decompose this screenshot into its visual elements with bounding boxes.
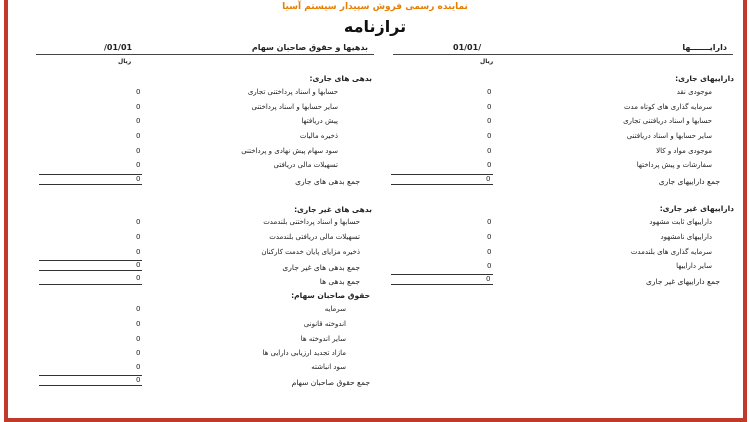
- equity-total-box: [39, 375, 142, 386]
- liability-row-value: 0: [136, 103, 141, 111]
- current-liabilities-total-label: جمع بدهی های جاری: [295, 177, 360, 186]
- asset-row-label: موجودی مواد و کالا: [656, 147, 712, 155]
- asset-row-label: سایر حسابها و اسناد دریافتنی: [626, 132, 712, 140]
- liabilities-unit: ریال: [118, 58, 132, 65]
- current-liabilities-heading: بدهی های جاری:: [309, 74, 372, 83]
- equity-heading: حقوق صاحبان سهام:: [291, 291, 370, 300]
- liability-row-value: 0: [136, 218, 141, 226]
- assets-header-title: دارایـــــــها: [682, 43, 727, 52]
- liability-row-value: 0: [136, 161, 141, 169]
- asset-row-label: حسابها و اسناد دریافتنی تجاری: [623, 117, 712, 125]
- noncurrent-liabilities-total-value: 0: [136, 261, 141, 269]
- assets-unit: ریال: [480, 58, 494, 65]
- total-liabilities-label: جمع بدهی ها: [319, 277, 360, 286]
- equity-row-label: اندوخته قانونی: [303, 320, 346, 328]
- asset-row-value: 0: [487, 161, 492, 169]
- current-assets-total-label: جمع داراییهای جاری: [658, 177, 720, 186]
- liability-row-value: 0: [136, 147, 141, 155]
- equity-row-label: سایر اندوخته ها: [300, 335, 346, 343]
- liability-row-label: تسهیلات مالی دریافتی: [273, 161, 338, 169]
- current-assets-total-value: 0: [486, 175, 491, 183]
- report-frame-right: [743, 0, 747, 422]
- noncurrent-assets-total-box: [391, 274, 493, 285]
- noncurrent-assets-heading: داراییهای غیر جاری:: [659, 204, 734, 213]
- asset-row-label: سفارشات و پیش پرداختها: [636, 161, 712, 169]
- report-frame-left: [4, 0, 8, 422]
- liability-row-label: ذخیره مزایای پایان خدمت کارکنان: [261, 248, 360, 256]
- noncurrent-liabilities-heading: بدهی های غیر جاری:: [294, 205, 372, 214]
- liability-row-value: 0: [136, 117, 141, 125]
- asset-row-label: سایر داراییها: [676, 262, 712, 270]
- assets-header: [393, 43, 733, 55]
- equity-total-label: جمع حقوق صاحبان سهام: [291, 378, 370, 387]
- asset-row-label: موجودی نقد: [676, 88, 712, 96]
- liabilities-header-date: /01/01: [104, 43, 133, 52]
- liability-row-value: 0: [136, 88, 141, 96]
- equity-row-value: 0: [136, 363, 141, 371]
- liabilities-header: [36, 43, 374, 55]
- equity-row-label: سرمایه: [324, 305, 346, 313]
- asset-row-value: 0: [487, 147, 492, 155]
- asset-row-value: 0: [487, 248, 492, 256]
- liability-row-value: 0: [136, 132, 141, 140]
- asset-row-label: داراییهای نامشهود: [660, 233, 712, 241]
- equity-row-value: 0: [136, 305, 141, 313]
- asset-row-label: سرمایه گذاری های بلندمدت: [630, 248, 712, 256]
- asset-row-value: 0: [487, 132, 492, 140]
- asset-row-value: 0: [487, 262, 492, 270]
- liability-row-label: حسابها و اسناد پرداختنی تجاری: [247, 88, 338, 96]
- asset-row-label: سرمایه گذاری های کوتاه مدت: [623, 103, 712, 111]
- assets-header-date: 01/01/: [453, 43, 482, 52]
- liability-row-value: 0: [136, 248, 141, 256]
- current-assets-heading: داراییهای جاری:: [675, 74, 734, 83]
- asset-row-value: 0: [487, 218, 492, 226]
- liability-row-label: سود سهام پیش نهادی و پرداختنی: [241, 147, 338, 155]
- company-name: نماینده رسمی فروش سپیدار سیستم آسیا: [282, 2, 468, 12]
- liabilities-header-title: بدهیها و حقوق صاحبان سهام: [251, 43, 368, 52]
- noncurrent-assets-total-label: جمع داراییهای غیر جاری: [646, 277, 720, 286]
- equity-row-label: سود انباشته: [311, 363, 346, 371]
- liability-row-label: تسهیلات مالی دریافتی بلندمدت: [269, 233, 360, 241]
- liability-row-label: ذخیره مالیات: [299, 132, 338, 140]
- liability-row-value: 0: [136, 233, 141, 241]
- current-liabilities-total-value: 0: [136, 175, 141, 183]
- report-frame-bottom: [4, 418, 747, 422]
- equity-row-value: 0: [136, 349, 141, 357]
- asset-row-value: 0: [487, 233, 492, 241]
- report-title: ترازنامه: [343, 17, 407, 36]
- equity-row-label: مازاد تجدید ارزیابی دارایی ها: [262, 349, 346, 357]
- asset-row-label: داراییهای ثابت مشهود: [649, 218, 712, 226]
- equity-row-value: 0: [136, 320, 141, 328]
- noncurrent-liabilities-total-label: جمع بدهی های غیر جاری: [282, 263, 360, 272]
- noncurrent-assets-total-value: 0: [486, 275, 491, 283]
- asset-row-value: 0: [487, 88, 492, 96]
- asset-row-value: 0: [487, 117, 492, 125]
- total-liabilities-value: 0: [136, 274, 141, 282]
- noncurrent-liabilities-total-box: [39, 260, 142, 271]
- liability-row-label: سایر حسابها و اسناد پرداختنی: [251, 103, 338, 111]
- total-liabilities-box: [39, 274, 142, 285]
- liability-row-label: پیش دریافتها: [301, 117, 338, 125]
- current-assets-total-box: [391, 174, 493, 185]
- current-liabilities-total-box: [39, 174, 142, 185]
- equity-row-value: 0: [136, 335, 141, 343]
- equity-total-value: 0: [136, 376, 141, 384]
- liability-row-label: حسابها و اسناد پرداختنی بلندمدت: [263, 218, 360, 226]
- asset-row-value: 0: [487, 103, 492, 111]
